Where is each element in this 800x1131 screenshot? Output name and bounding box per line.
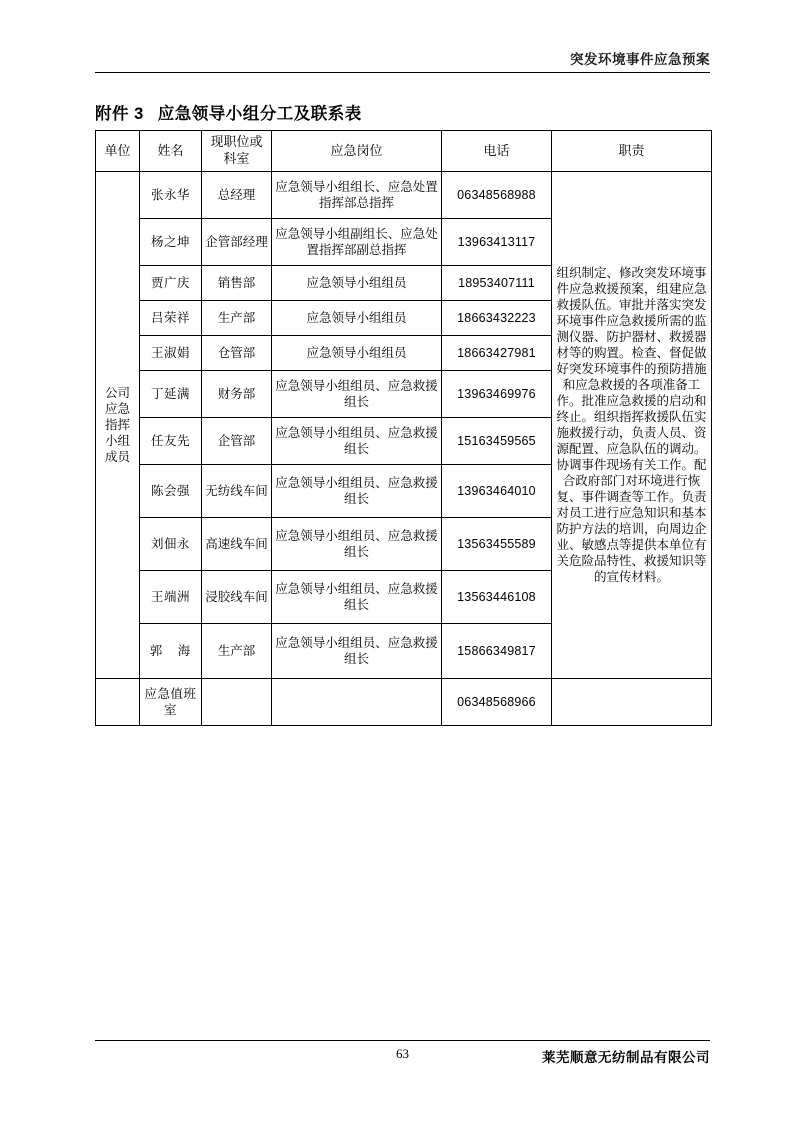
name-cell: 刘佃永 [140,518,202,571]
job-cell: 应急领导小组组员、应急救援组长 [272,571,442,624]
phone-cell: 15866349817 [442,624,552,679]
job-cell: 应急领导小组组员、应急救援组长 [272,624,442,679]
job-cell: 应急领导小组组员、应急救援组长 [272,418,442,465]
name-cell: 王端洲 [140,571,202,624]
post-cell: 销售部 [202,266,272,301]
column-header-unit: 单位 [96,131,140,172]
post-cell: 生产部 [202,624,272,679]
column-header-name: 姓名 [140,131,202,172]
job-cell: 应急领导小组组员、应急救援组长 [272,465,442,518]
duty-cell: 组织制定、修改突发环境事件应急救援预案，组建应急救援队伍。审批并落实突发环境事件应急救援所需的监测仪器、防护器材、救援器材等的购置。检查、督促做好突发环境事件的预防措施和应急救援的各项准备工作。批准应急救援的启动和终止。组织指挥救援队伍实施救援行动，负责人员、资源配置、应急队伍的调动。协调事件现场有关工作。配合政府部门对环境进行恢复、事件调查等工作。负责对员工进行应急知识和基本防护方法的培训，向周边企业、敏感点等提供本单位有关危险品特性、救援知识等的宣传材料。 [552,172,712,679]
contact-table-wrapper [95,130,711,726]
duty-cell-duty-room [552,679,712,726]
post-cell: 总经理 [202,172,272,219]
job-cell: 应急领导小组组员、应急救援组长 [272,371,442,418]
header-divider [95,72,710,73]
table-row-duty-room [96,679,712,726]
post-cell: 高速线车间 [202,518,272,571]
post-cell: 企管部 [202,418,272,465]
footer-divider [95,1040,710,1041]
page-title-prefix: 附件 3 [95,105,144,123]
unit-cell-duty-room [96,679,140,726]
job-cell: 应急领导小组组长、应急处置指挥部总指挥 [272,172,442,219]
name-cell: 王淑娟 [140,336,202,371]
table-header-row [96,131,712,172]
post-cell: 浸胶线车间 [202,571,272,624]
phone-cell: 13963469976 [442,371,552,418]
post-cell: 无纺线车间 [202,465,272,518]
post-cell: 生产部 [202,301,272,336]
post-cell: 企管部经理 [202,219,272,266]
page-number: 63 [396,1046,409,1061]
page-title [95,100,362,124]
phone-cell: 18663427981 [442,336,552,371]
footer-company-name: 莱芜顺意无纺制品有限公司 [542,1050,710,1065]
job-cell: 应急领导小组组员 [272,301,442,336]
emergency-contact-table [95,130,712,726]
running-header: 突发环境事件应急预案 [570,52,710,67]
job-cell: 应急领导小组组员 [272,266,442,301]
name-cell-duty-room: 应急值班室 [140,679,202,726]
table-row [96,172,712,219]
phone-cell-duty-room: 06348568966 [442,679,552,726]
name-cell: 任友先 [140,418,202,465]
column-header-phone: 电话 [442,131,552,172]
column-header-duty: 职责 [552,131,712,172]
job-cell: 应急领导小组组员 [272,336,442,371]
job-cell: 应急领导小组组员、应急救援组长 [272,518,442,571]
name-cell: 张永华 [140,172,202,219]
column-header-post: 现职位或科室 [202,131,272,172]
job-cell-duty-room [272,679,442,726]
post-cell: 财务部 [202,371,272,418]
post-cell: 仓管部 [202,336,272,371]
name-cell: 贾广庆 [140,266,202,301]
phone-cell: 13963413117 [442,219,552,266]
post-cell-duty-room [202,679,272,726]
phone-cell: 13563446108 [442,571,552,624]
name-cell: 陈会强 [140,465,202,518]
phone-cell: 13563455589 [442,518,552,571]
page-footer [95,1046,710,1068]
phone-cell: 13963464010 [442,465,552,518]
phone-cell: 15163459565 [442,418,552,465]
phone-cell: 06348568988 [442,172,552,219]
phone-cell: 18953407111 [442,266,552,301]
name-cell: 吕荣祥 [140,301,202,336]
job-cell: 应急领导小组副组长、应急处置指挥部副总指挥 [272,219,442,266]
unit-cell: 公司应急指挥小组成员 [96,172,140,679]
name-cell: 杨之坤 [140,219,202,266]
name-cell: 丁延满 [140,371,202,418]
name-cell: 郭 海 [140,624,202,679]
phone-cell: 18663432223 [442,301,552,336]
column-header-job: 应急岗位 [272,131,442,172]
page-title-text: 应急领导小组分工及联系表 [157,105,362,123]
